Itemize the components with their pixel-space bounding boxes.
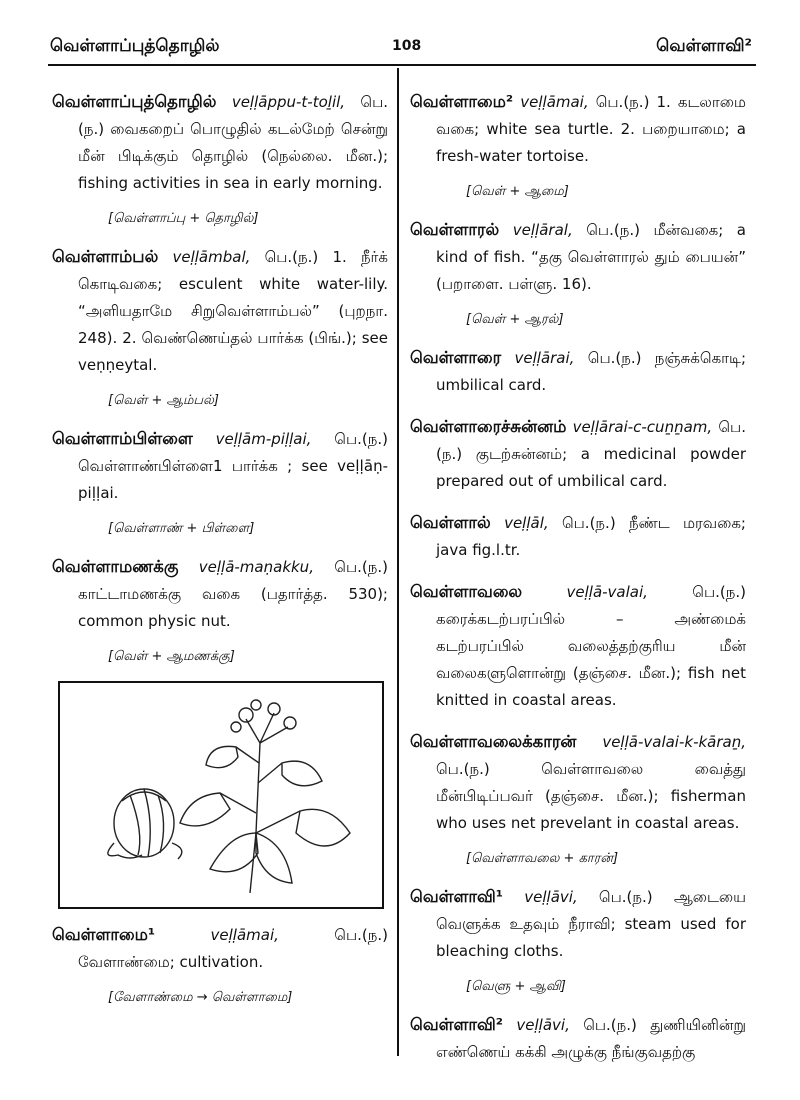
entry-definition: பெ.(ந.) நஞ்சுக்கொடி; umbilical card. — [436, 349, 746, 394]
entry-etymology: [வேளாண்மை → வெள்ளாமை] — [108, 990, 293, 1005]
entry-definition: பெ.(ந.) வெள்ளாண்பிள்ளை1 பார்க்க ; see veḷḷāṇ-piḷḷai. — [78, 430, 388, 502]
dictionary-entry — [410, 216, 746, 298]
entry-headword: வெள்ளாவலைக்காரன் — [410, 732, 577, 751]
entry-headword: வெள்ளாமை² — [410, 92, 514, 111]
header-rule — [48, 64, 756, 66]
right-column — [410, 88, 746, 1080]
entry-transliteration: veḷḷāvi, — [524, 888, 578, 906]
entry-headword: வெள்ளாரல் — [410, 220, 500, 239]
header-right-guideword: வெள்ளாவி² — [656, 36, 752, 56]
entry-headword: வெள்ளாப்புத்தொழில் — [52, 92, 217, 111]
entry-transliteration: veḷḷārai, — [514, 349, 575, 367]
entry-transliteration: veḷḷā-valai-k-kāraṉ, — [602, 733, 746, 751]
entry-headword: வெள்ளாரைச்சுன்னம் — [410, 417, 567, 436]
entry-definition: பெ.(ந.) ஆடையை வெளுக்க உதவும் நீராவி; steam used for bleaching cloths. — [436, 888, 746, 960]
entry-definition: பெ.(ந.) துணியினின்று எண்ணெய் கக்கி அழுக்கு நீங்குவதற்கு — [436, 1016, 746, 1061]
entry-headword: வெள்ளால் — [410, 513, 491, 532]
entry-transliteration: veḷḷāmai, — [520, 93, 589, 111]
plant-drawing-icon — [60, 683, 382, 907]
entry-headword: வெள்ளாவலை — [410, 582, 523, 601]
dictionary-entry — [410, 883, 746, 965]
entry-definition: பெ.(ந.) வெள்ளாவலை வைத்து மீன்பிடிப்பவர் (தஞ்சை. மீன.); fisherman who uses net prevelant in coastal areas. — [436, 760, 746, 832]
entry-definition: பெ.(ந.) 1. கடலாமை வகை; white sea turtle. 2. பறையாமை; a fresh-water tortoise. — [436, 93, 746, 165]
dictionary-entry — [410, 1011, 746, 1066]
entry-definition: பெ.(ந.) 1. நீர்க் கொடிவகை; esculent white water-lily. “அளியதாமே சிறுவெள்ளாம்பல்” (புறநா. 248). 2. வெண்ணெய்தல் பார்க்க (பிங்.); see veṇṇeytal. — [78, 248, 388, 374]
entry-definition: பெ.(ந.) மீன்வகை; a kind of fish. “தகு வெள்ளாரல் தும் பையன்” (பறாளை. பள்ளு. 16). — [436, 221, 746, 293]
entry-definition: பெ.(ந.) வைகறைப் பொழுதில் கடல்மேற் சென்று மீன் பிடிக்கும் தொழில் (நெல்லை. மீன.); fishing activities in sea in early morning. — [78, 93, 388, 192]
dictionary-entry — [52, 553, 388, 635]
entry-headword: வெள்ளாமை¹ — [52, 925, 156, 944]
entry-headword: வெள்ளாவி² — [410, 1015, 504, 1034]
dictionary-entry — [410, 344, 746, 399]
page-number: 108 — [392, 38, 422, 54]
entry-transliteration: veḷḷām-piḷḷai, — [215, 430, 312, 448]
entry-etymology: [வெள் + ஆம்பல்] — [108, 393, 219, 408]
entry-definition: பெ.(ந.) நீண்ட மரவகை; java fig.l.tr. — [436, 514, 746, 559]
entry-definition: பெ.(ந.) காட்டாமணக்கு வகை (பதார்த்த. 530); common physic nut. — [78, 558, 388, 630]
column-divider — [397, 68, 399, 1056]
entry-headword: வெள்ளாம்பல் — [52, 247, 159, 266]
entry-transliteration: veḷḷā-valai, — [566, 583, 648, 601]
entry-transliteration: veḷḷāvi, — [516, 1016, 570, 1034]
dictionary-entry — [410, 509, 746, 564]
entry-transliteration: veḷḷāl, — [504, 514, 549, 532]
entry-transliteration: veḷḷā-maṇakku, — [198, 558, 314, 576]
left-column — [52, 88, 388, 1022]
entry-definition: பெ.(ந.) வேளாண்மை; cultivation. — [78, 926, 388, 971]
dictionary-entry — [52, 425, 388, 507]
entry-transliteration: veḷḷāral, — [512, 221, 573, 239]
header-left-guideword: வெள்ளாப்புத்தொழில் — [50, 36, 220, 56]
entry-etymology: [வெள் + ஆமணக்கு] — [108, 649, 235, 664]
entry-etymology: [வெள் + ஆமை] — [466, 184, 569, 199]
page-header — [0, 0, 800, 66]
entry-etymology: [வெள்ளாண் + பிள்ளை] — [108, 521, 255, 536]
dictionary-entry — [410, 413, 746, 495]
dictionary-entry — [52, 88, 388, 197]
entry-transliteration: veḷḷāmbal, — [172, 248, 251, 266]
entry-transliteration: veḷḷārai-c-cuṉṉam, — [572, 418, 713, 436]
entry-headword: வெள்ளாம்பிள்ளை — [52, 429, 193, 448]
entry-transliteration: veḷḷāmai, — [210, 926, 279, 944]
dictionary-entry — [410, 578, 746, 714]
dictionary-entry — [410, 88, 746, 170]
entry-transliteration: veḷḷāppu-t-toḻil, — [231, 93, 346, 111]
entry-headword: வெள்ளாரை — [410, 348, 502, 367]
entry-etymology: [வெள்ளாவலை + காரன்] — [466, 851, 619, 866]
entry-headword: வெள்ளாமணக்கு — [52, 557, 179, 576]
entry-definition: பெ.(ந.) குடற்சுன்னம்; a medicinal powder prepared out of umbilical card. — [436, 418, 746, 490]
entry-etymology: [வெள் + ஆரல்] — [466, 312, 564, 327]
plant-illustration — [58, 681, 384, 909]
entry-headword: வெள்ளாவி¹ — [410, 887, 504, 906]
entry-definition: பெ.(ந.) கரைக்கடற்பரப்பில் – அண்மைக் கடற்பரப்பில் வலைத்தற்குரிய மீன் வலைகளுளொன்று (தஞ்சை. மீன.); fish net knitted in coastal areas. — [436, 583, 746, 709]
dictionary-entry — [52, 243, 388, 379]
dictionary-entry — [52, 921, 388, 976]
dictionary-entry — [410, 728, 746, 837]
entry-etymology: [வெளு + ஆவி] — [466, 979, 566, 994]
entry-etymology: [வெள்ளாப்பு + தொழில்] — [108, 211, 259, 226]
